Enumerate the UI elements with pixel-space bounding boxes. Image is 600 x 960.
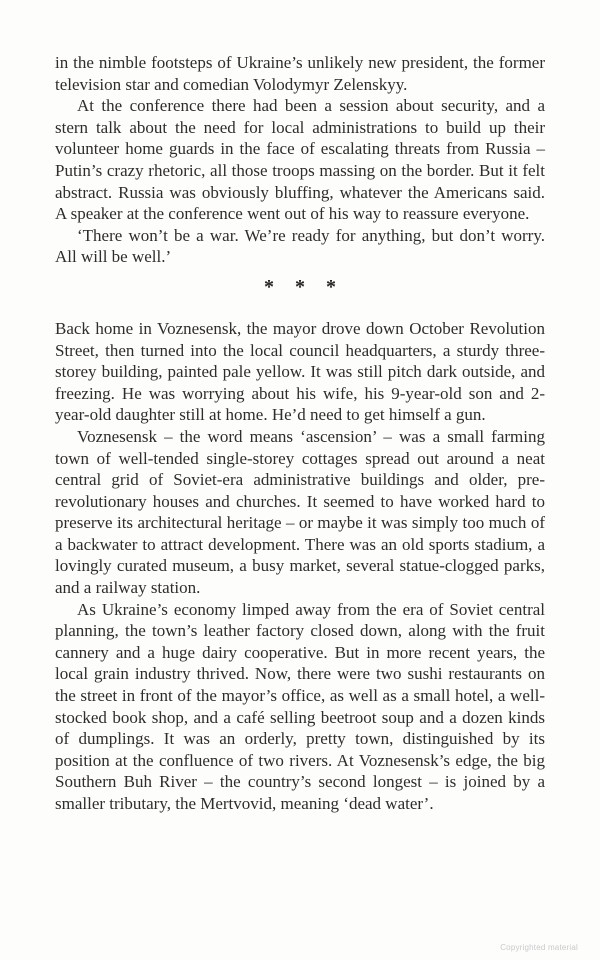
page-text	[55, 52, 545, 815]
body-paragraph: Back home in Voznesensk, the mayor drove down October Revolution Street, then turned into the local council headquarters, a sturdy three-storey building, painted pale yellow. It was still pitch dark outside, and freezing. He was worrying about his wife, his 9-year-old son and 2-year-old daughter still at home. He’d need to get himself a gun.	[55, 318, 545, 425]
body-paragraph: ‘There won’t be a war. We’re ready for anything, but don’t worry. All will be well.’	[55, 225, 545, 267]
section-separator: * * *	[264, 275, 336, 298]
body-paragraph: in the nimble footsteps of Ukraine’s unlikely new president, the former television star and comedian Volodymyr Zelenskyy.	[55, 53, 545, 94]
body-paragraph: At the conference there had been a session about security, and a stern talk about the need for local administrations to build up their volunteer home guards in the face of escalating threats from Russia – Putin’s crazy rhetoric, all those troops massing on the border. But it felt abstract. Russia was obviously bluffing, whatever the Americans said. A speaker at the conference went out of his way to reassure everyone.	[55, 96, 545, 224]
body-paragraph: As Ukraine’s economy limped away from the era of Soviet central planning, the town’s leather factory closed down, along with the fruit cannery and a huge dairy cooperative. But in more recent years, the local grain industry thrived. Now, there were two sushi restaurants on the street in front of the mayor’s office, as well as a small hotel, a well-stocked book shop, and a café selling beetroot soup and a dozen kinds of dumplings. It was an orderly, pretty town, distinguished by its position at the confluence of two rivers. At Voznesensk’s edge, the big Southern Buh River – the country’s second longest – is joined by a smaller tributary, the Mertvovid, meaning ‘dead water’.	[55, 599, 545, 813]
body-paragraph: Voznesensk – the word means ‘ascension’ – was a small farming town of well-tended single-storey cottages spread out around a neat central grid of Soviet-era administrative buildings and older, pre-revolutionary houses and churches. It seemed to have worked hard to preserve its architectural heritage – or maybe it was simply too much of a backwater to attract development. There was an old sports stadium, a lovingly curated museum, a busy market, several statue-clogged parks, and a railway station.	[55, 426, 545, 598]
copyright-watermark: Copyrighted material	[500, 943, 578, 952]
